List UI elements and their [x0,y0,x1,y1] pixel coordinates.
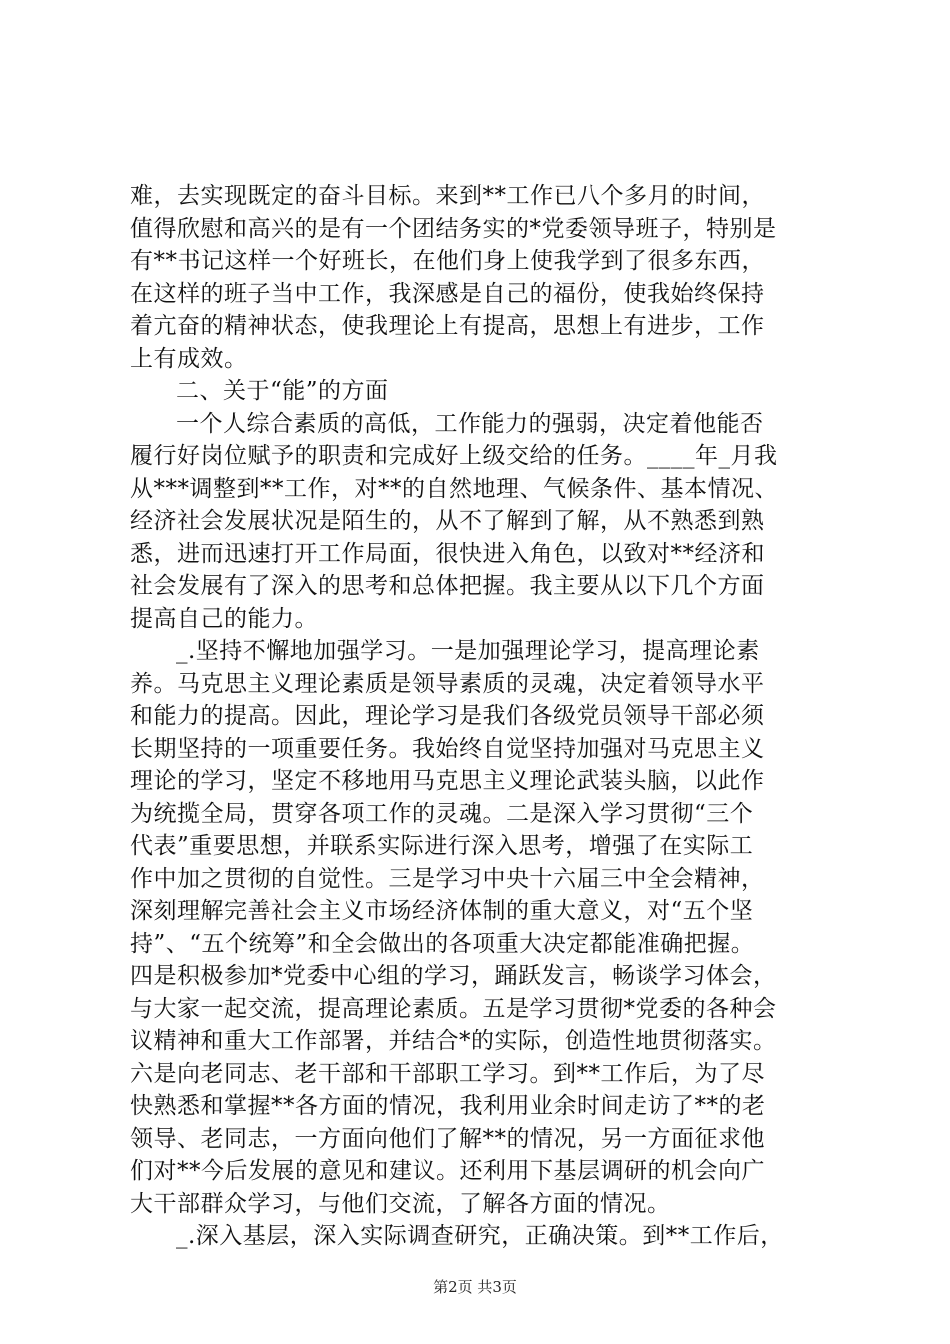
text-line: 理论的学习，坚定不移地用马克思主义理论武装头脑，以此作 [130,768,765,794]
text-line: 难，去实现既定的奋斗目标。来到**工作已八个多月的时间， [130,183,765,209]
text-line: 六是向老同志、老干部和干部职工学习。到**工作后，为了尽 [130,1060,765,1087]
document-body [130,180,830,1253]
text-line: 与大家一起交流，提高理论素质。五是学习贯彻*党委的各种会 [130,995,777,1022]
text-line: _.深入基层，深入实际调查研究，正确决策。到**工作后， [176,1223,784,1249]
text-line: 悉，进而迅速打开工作局面，很快进入角色，以致对**经济和 [130,540,765,567]
text-line: 经济社会发展状况是陌生的，从不了解到了解，从不熟悉到熟 [130,508,765,534]
text-line: _.坚持不懈地加强学习。一是加强理论学习，提高理论素 [176,638,760,664]
text-line: 和能力的提高。因此，理论学习是我们各级党员领导干部必须 [130,703,765,729]
text-line: 长期坚持的一项重要任务。我始终自觉坚持加强对马克思主义 [130,735,765,762]
text-line: 社会发展有了深入的思考和总体把握。我主要从以下几个方面 [130,573,765,599]
text-line: 履行好岗位赋予的职责和完成好上级交给的任务。____年_月我 [130,443,778,469]
text-line: 为统揽全局，贯穿各项工作的灵魂。二是深入学习贯彻“三个 [130,800,754,827]
text-line: 上有成效。 [130,345,248,372]
text-line: 养。马克思主义理论素质是领导素质的灵魂，决定着领导水平 [130,670,765,697]
text-line: 在这样的班子当中工作，我深感是自己的福份，使我始终保持 [130,280,765,307]
text-line: 大干部群众学习，与他们交流，了解各方面的情况。 [130,1190,671,1217]
text-line: 深刻理解完善社会主义市场经济体制的重大意义，对“五个坚 [130,898,754,924]
text-line: 们对**今后发展的意见和建议。还利用下基层调研的机会向广 [130,1158,765,1184]
text-line: 议精神和重大工作部署，并结合*的实际，创造性地贯彻落实。 [130,1028,777,1054]
text-line: 从***调整到**工作，对**的自然地理、气候条件、基本情况、 [130,475,778,502]
text-line: 四是积极参加*党委中心组的学习，踊跃发言，畅谈学习体会， [130,963,777,989]
text-line: 二、关于“能”的方面 [176,378,389,404]
text-line: 提高自己的能力。 [130,605,318,632]
text-line: 代表”重要思想，并联系实际进行深入思考，增强了在实际工 [130,833,754,859]
text-line: 值得欣慰和高兴的是有一个团结务实的*党委领导班子，特别是 [130,215,777,242]
text-line: 领导、老同志，一方面向他们了解**的情况，另一方面征求他 [130,1125,765,1152]
text-line: 作中加之贯彻的自觉性。三是学习中央十六届三中全会精神， [130,865,765,892]
text-line: 有**书记这样一个好班长，在他们身上使我学到了很多东西， [130,248,765,274]
page-footer: 第2页 共3页 [433,1278,517,1296]
text-line: 持”、“五个统筹”和全会做出的各项重大决定都能准确把握。 [130,930,755,957]
text-line: 快熟悉和掌握**各方面的情况，我利用业余时间走访了**的老 [130,1093,766,1119]
text-line: 一个人综合素质的高低，工作能力的强弱，决定着他能否 [176,410,764,437]
text-line: 着亢奋的精神状态，使我理论上有提高，思想上有进步，工作 [130,313,765,339]
